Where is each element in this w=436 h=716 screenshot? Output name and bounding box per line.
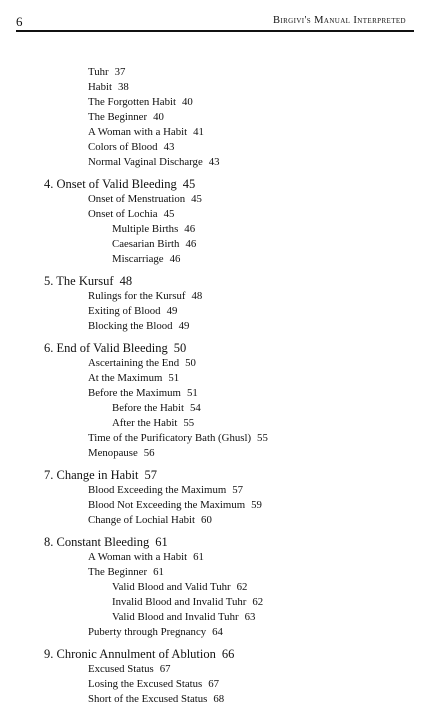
toc-entry: Losing the Excused Status 67 (88, 678, 220, 690)
toc-entry: Onset of Lochia 45 (88, 208, 175, 220)
toc-entry: Tuhr 37 (88, 66, 126, 78)
toc-subentry: Miscarriage 46 (112, 253, 181, 265)
toc-entry: The Beginner 61 (88, 566, 164, 578)
toc-subentry: Valid Blood and Invalid Tuhr 63 (112, 611, 256, 623)
toc-entry: Exiting of Blood 49 (88, 305, 178, 317)
toc-entry: Short of the Excused Status 68 (88, 693, 225, 705)
toc-entry: A Woman with a Habit 61 (88, 551, 204, 563)
toc-entry: Onset of Menstruation 45 (88, 193, 202, 205)
toc-subentry: Caesarian Birth 46 (112, 238, 197, 250)
toc-chapter: 5. The Kursuf 48 (44, 274, 133, 288)
toc-entry: Blocking the Blood 49 (88, 320, 190, 332)
toc-entry: Blood Not Exceeding the Maximum 59 (88, 499, 262, 511)
toc-entry: Colors of Blood 43 (88, 141, 175, 153)
toc-subentry: After the Habit 55 (112, 417, 195, 429)
toc-entry: Blood Exceeding the Maximum 57 (88, 484, 244, 496)
toc-chapter: 9. Chronic Annulment of Ablution 66 (44, 647, 235, 661)
toc-entry: Time of the Purificatory Bath (Ghusl) 55 (88, 432, 268, 444)
toc-subentry: Valid Blood and Valid Tuhr 62 (112, 581, 248, 593)
toc-entry: Ascertaining the End 50 (88, 357, 196, 369)
toc-entry: Excused Status 67 (88, 663, 171, 675)
page-number: 6 (16, 14, 23, 29)
toc-entry: Change of Lochial Habit 60 (88, 514, 212, 526)
toc-chapter: 6. End of Valid Bleeding 50 (44, 341, 187, 355)
toc-entry: At the Maximum 51 (88, 372, 180, 384)
toc-chapter: 8. Constant Bleeding 61 (44, 535, 168, 549)
toc-subentry: Invalid Blood and Invalid Tuhr 62 (112, 596, 264, 608)
toc-entry: Before the Maximum 51 (88, 387, 198, 399)
running-title: Birgivi's Manual Interpreted (272, 15, 406, 26)
toc-subentry: Multiple Births 46 (112, 223, 196, 235)
toc-entry: Habit 38 (88, 81, 129, 93)
toc-entry: Rulings for the Kursuf 48 (88, 290, 203, 302)
toc-entry: A Woman with a Habit 41 (88, 126, 204, 138)
toc-chapter: 4. Onset of Valid Bleeding 45 (44, 177, 196, 191)
toc-entry: Normal Vaginal Discharge 43 (88, 156, 220, 168)
toc-entry: Menopause 56 (88, 447, 155, 459)
toc-subentry: Before the Habit 54 (112, 402, 201, 414)
toc-entry: Puberty through Pregnancy 64 (88, 626, 223, 638)
toc-chapter: 7. Change in Habit 57 (44, 468, 157, 482)
toc-entry: The Forgotten Habit 40 (88, 96, 193, 108)
toc-entry: The Beginner 40 (88, 111, 164, 123)
